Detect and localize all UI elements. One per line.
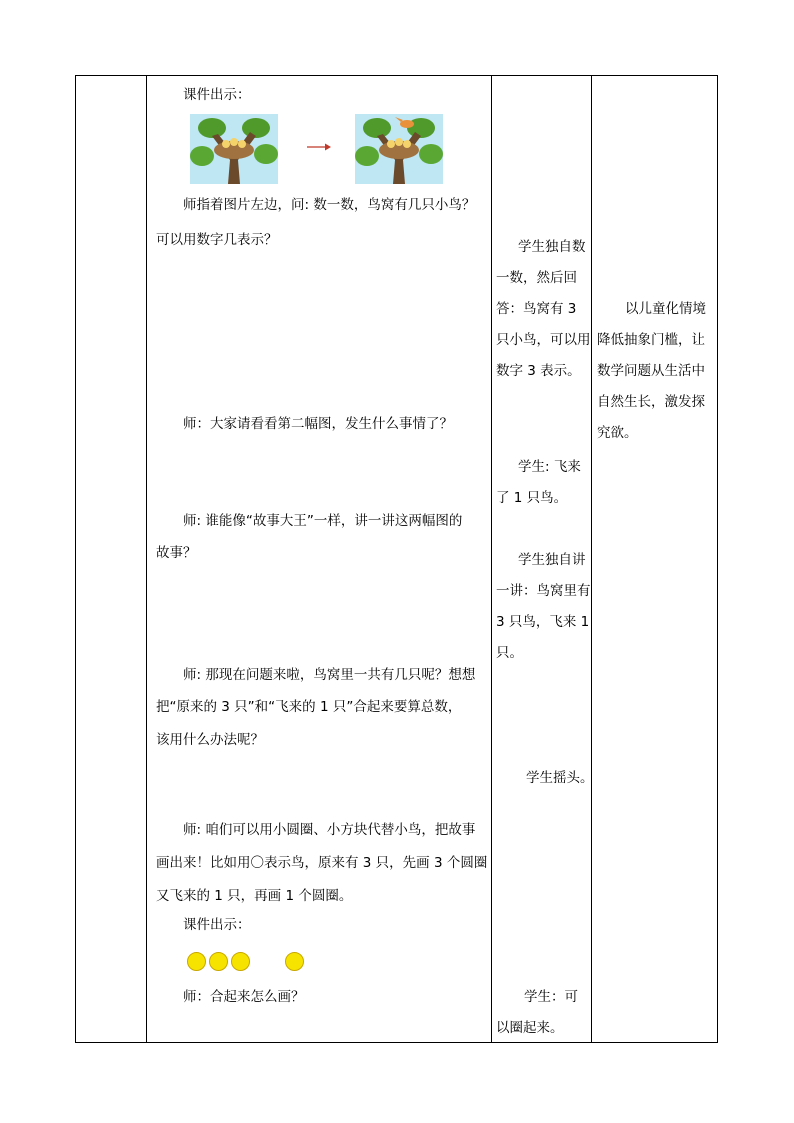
teacher-question-1-line2: 可以用数字几表示？ [156,232,278,248]
column-divider [146,76,147,1042]
courseware-label: 课件出示： [183,917,251,933]
teacher-question-4-line3: 该用什么办法呢？ [156,732,264,748]
teacher-instruction-line3: 又飞来的 1 只，再画 1 个圆圈。 [156,888,353,904]
yellow-circle-icon [231,952,250,971]
teacher-question-1-line1: 师指着图片左边，问: 数一数，鸟窝有几只小鸟？ [183,197,476,213]
teacher-question-2: 师：大家请看看第二幅图，发生什么事情了？ [183,416,453,432]
design-intent: 以儿童化情境降低抽象门槛，让数学问题从生活中自然生长，激发探究欲。 [597,301,706,441]
bird-nest-image-4-birds [355,114,443,184]
arrow-right-icon [307,142,331,152]
teacher-instruction-line2: 画出来！比如用〇表示鸟，原来有 3 只，先画 3 个圆圈 [156,855,488,871]
teacher-question-4-line1: 师: 那现在问题来啦，鸟窝里一共有几只呢？想想 [183,667,476,683]
student-response-3: 学生独自讲一讲：鸟窝里有 3 只鸟，飞来 1 只。 [496,552,591,661]
teacher-question-5: 师：合起来怎么画？ [183,989,305,1005]
yellow-circle-icon [187,952,206,971]
teacher-question-3-line1: 师: 谁能像“故事大王”一样，讲一讲这两幅图的 [183,513,463,529]
student-response-5: 学生：可以圈起来。 [496,989,578,1036]
yellow-circle-icon [209,952,228,971]
yellow-circle-icon [285,952,304,971]
column-divider [591,76,592,1042]
bird-nest-image-3-birds [190,114,278,184]
student-response-2: 学生: 飞来了 1 只鸟。 [496,459,581,506]
student-response-4: 学生摇头。 [526,770,594,786]
student-response-1: 学生独自数一数，然后回答：鸟窝有 3 只小鸟，可以用数字 3 表示。 [496,239,591,379]
courseware-label: 课件出示： [183,87,251,103]
teacher-question-3-line2: 故事？ [156,545,197,561]
lesson-table [75,75,718,1043]
teacher-question-4-line2: 把“原来的 3 只”和“飞来的 1 只”合起来要算总数， [156,699,462,715]
teacher-instruction-line1: 师: 咱们可以用小圆圈、小方块代替小鸟，把故事 [183,822,476,838]
